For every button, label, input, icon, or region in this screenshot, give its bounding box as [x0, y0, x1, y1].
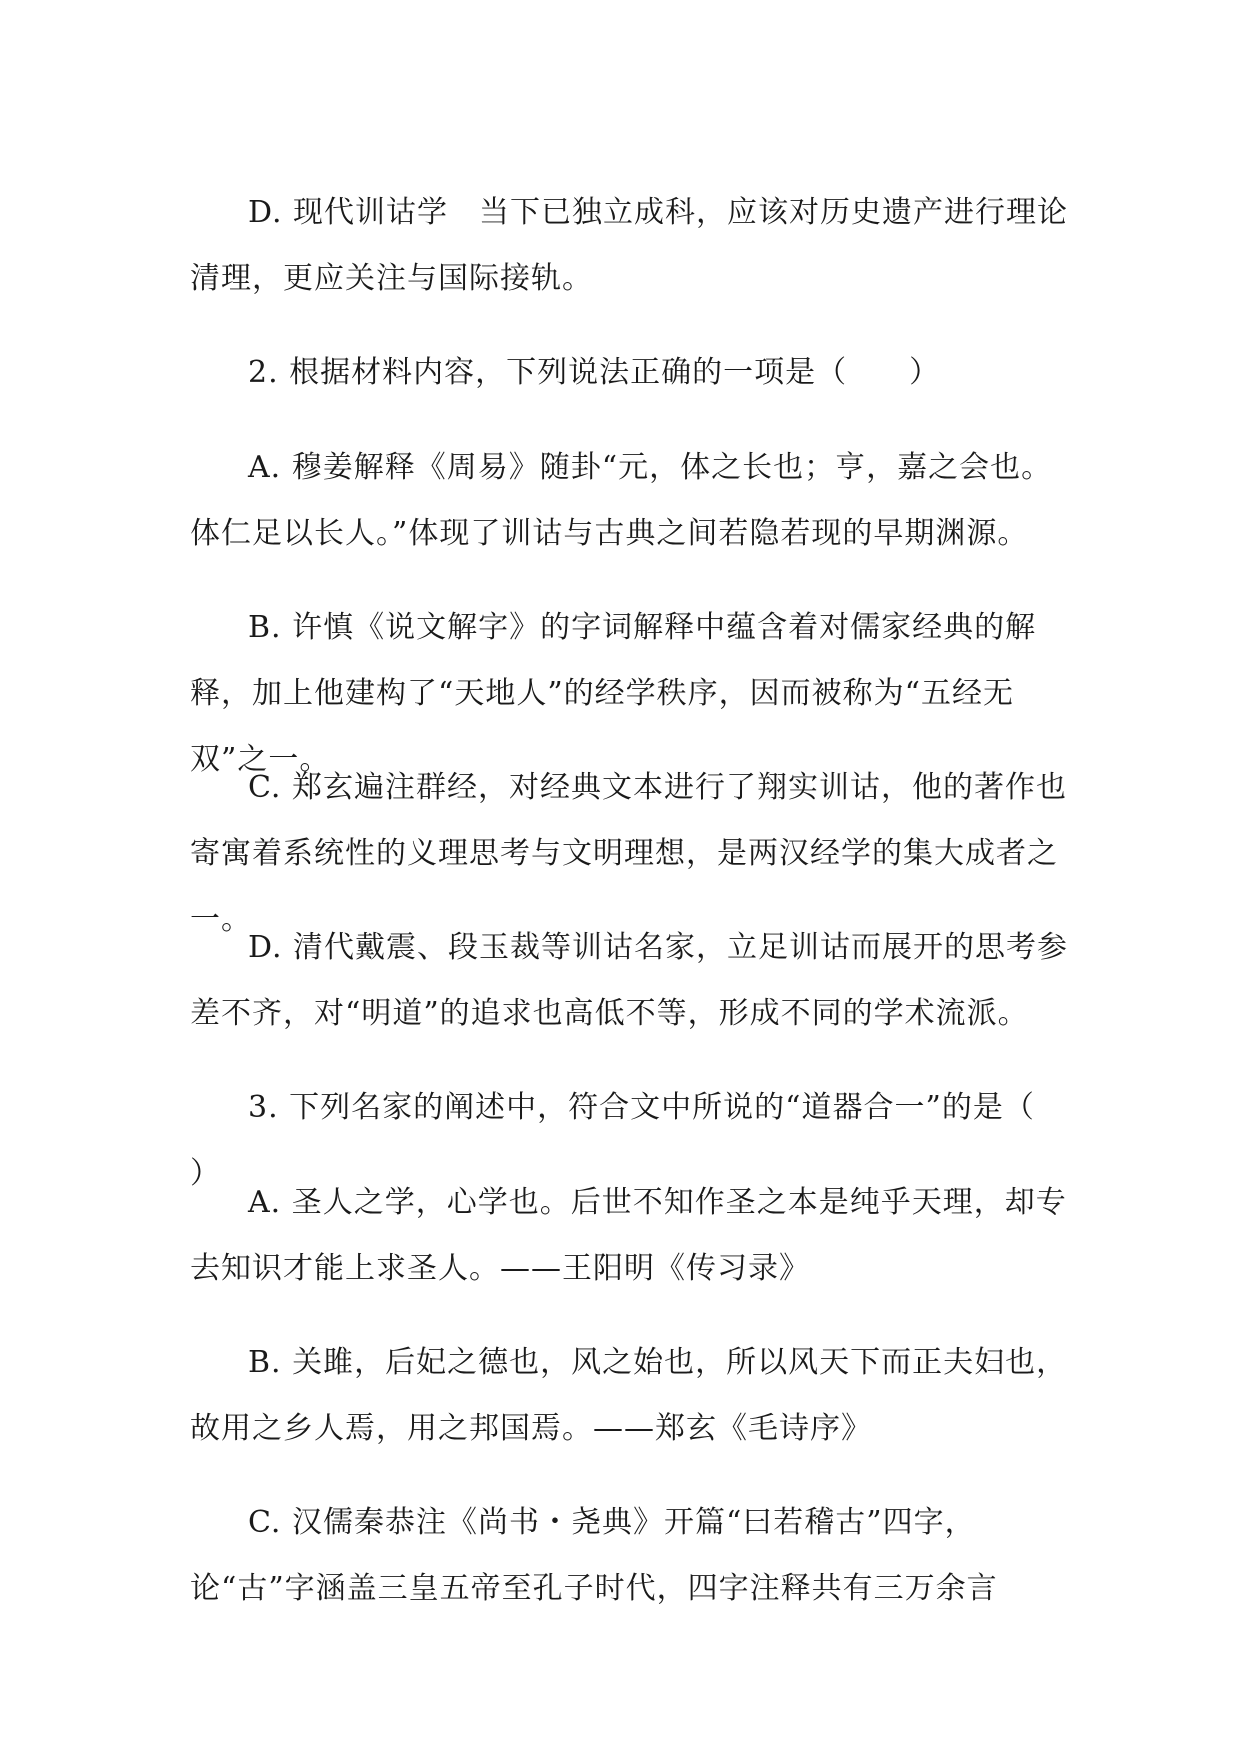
option-d-q1: D. 现代训诂学 当下已独立成科，应该对历史遗产进行理论清理，更应关注与国际接轨。 [190, 195, 1069, 296]
option-a-q2: A. 穆姜解释《周易》随卦“元，体之长也；亨，嘉之会也。体仁足以长人。”体现了训诂与古典之间若隐若现的早期渊源。 [190, 450, 1053, 551]
option-c-q3: C. 汉儒秦恭注《尚书・尧典》开篇“曰若稽古”四字，论“古”字涵盖三皇五帝至孔子时代，四字注释共有三万余言 [190, 1505, 998, 1606]
option-d-q2: D. 清代戴震、段玉裁等训诂名家，立足训诂而展开的思考参差不齐，对“明道”的追求也高低不等，形成不同的学术流派。 [190, 930, 1069, 1031]
option-c-q2: C. 郑玄遍注群经，对经典文本进行了翔实训诂，他的著作也寄寓着系统性的义理思考与文明理想，是两汉经学的集大成者之一。 [190, 770, 1067, 937]
option-b-q3: B. 关雎，后妃之德也，风之始也，所以风天下而正夫妇也，故用之乡人焉，用之邦国焉。——郑玄《毛诗序》 [190, 1345, 1068, 1446]
option-b-q2: B. 许慎《说文解字》的字词解释中蕴含着对儒家经典的解释，加上他建构了“天地人”的经学秩序，因而被称为“五经无双”之一。 [190, 610, 1037, 777]
option-a-q3: A. 圣人之学，心学也。后世不知作圣之本是纯乎天理，却专去知识才能上求圣人。——王阳明《传习录》 [190, 1185, 1067, 1286]
question-3-stem: 3. 下列名家的阐述中，符合文中所说的“道器合一”的是（ ） [190, 1090, 1097, 1191]
question-2-stem: 2. 根据材料内容，下列说法正确的一项是（ ） [248, 355, 941, 390]
